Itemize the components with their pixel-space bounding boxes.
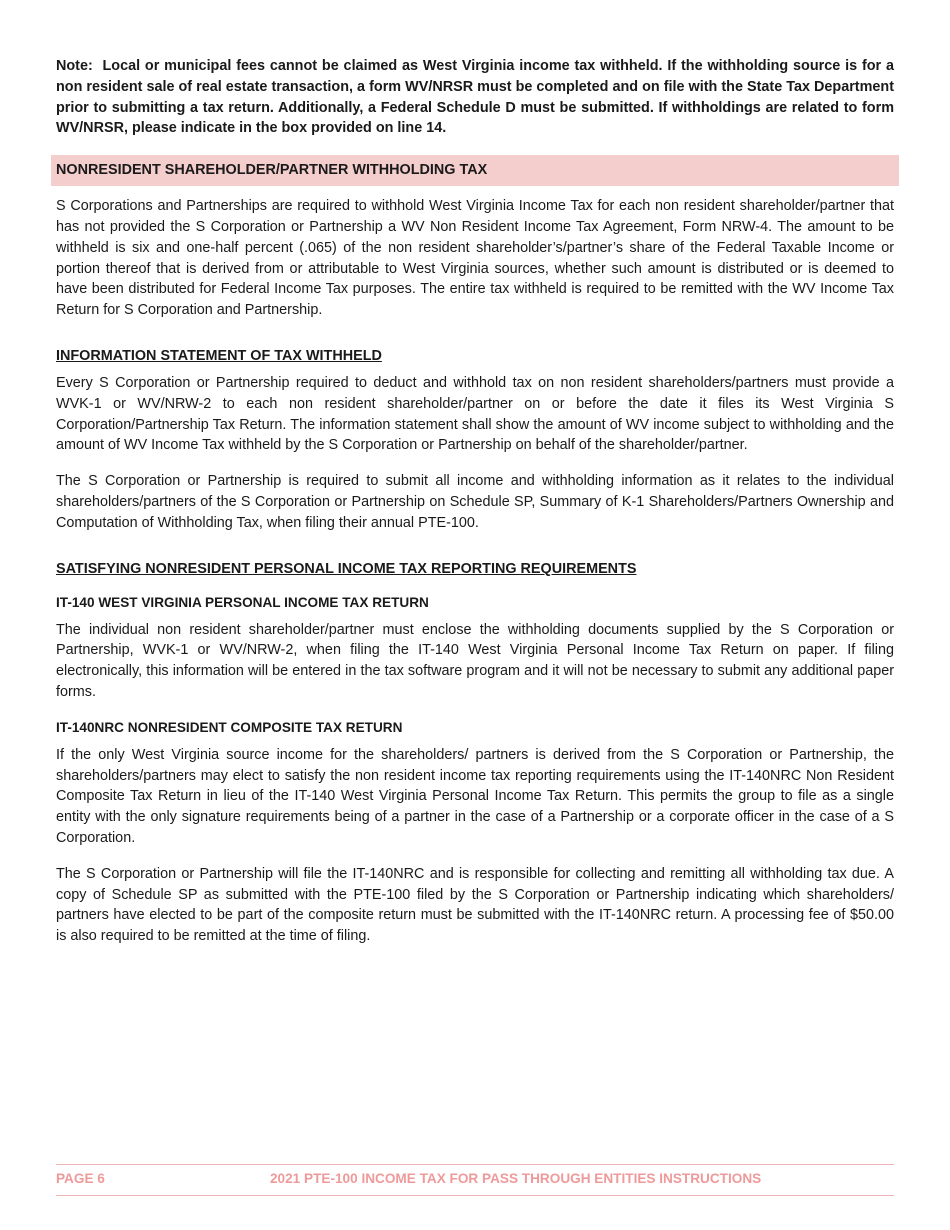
section-heading-satisfying-requirements: SATISFYING NONRESIDENT PERSONAL INCOME TAX REPORTING REQUIREMENTS xyxy=(56,560,637,577)
it-140nrc-paragraph-2: The S Corporation or Partnership will file the IT-140NRC and is responsible for collecting and remitting all withholding tax due. A copy of Schedule SP as submitted with the PTE-100 filed by the S Corporation or Partnership indicating which shareholders/ partners have elected to be part of the composite return must be submitted with the IT-140NRC return. A processing fee of $50.00 is also required to be remitted at the time of filing. xyxy=(56,865,894,945)
subheading-it-140: IT-140 WEST VIRGINIA PERSONAL INCOME TAX RETURN xyxy=(56,594,429,610)
subheading-it-140nrc: IT-140NRC NONRESIDENT COMPOSITE TAX RETURN xyxy=(56,719,403,735)
page-footer xyxy=(56,1164,894,1196)
document-page xyxy=(56,56,894,947)
it-140nrc-paragraph-1: If the only West Virginia source income for the shareholders/ partners is derived from the S Corporation or Partnership, the shareholders/partners may elect to satisfy the non resident income tax reporting requirements using the IT-140NRC Non Resident Composite Tax Return in lieu of the IT-140 West Virginia Personal Income Tax Return. This permits the group to file as a single entity with the only signature requirements being of a partner in the case of a Partnership or a corporate officer in the case of a S Corporation. xyxy=(56,746,894,846)
section-heading-information-statement: INFORMATION STATEMENT OF TAX WITHHELD xyxy=(56,347,382,364)
footer-document-title: 2021 PTE-100 INCOME TAX FOR PASS THROUGH ENTITIES INSTRUCTIONS xyxy=(270,1171,762,1186)
section-heading-nonresident-withholding: NONRESIDENT SHAREHOLDER/PARTNER WITHHOLDING TAX xyxy=(51,155,899,186)
note-paragraph: Note: Local or municipal fees cannot be claimed as West Virginia income tax withheld. If the withholding source is for a non resident sale of real estate transaction, a form WV/NRSR must be completed and on file with the State Tax Department prior to submitting a tax return. Additionally, a Federal Schedule D must be submitted. If withholdings are related to form WV/NRSR, please indicate in the box provided on line 14. xyxy=(56,58,894,137)
nonresident-withholding-paragraph: S Corporations and Partnerships are required to withhold West Virginia Income Tax for each non resident shareholder/partner that has not provided the S Corporation or Partnership a WV Non Resident Income Tax Agreement, Form NRW-4. The amount to be withheld is six and one-half percent (.065) of the non resident shareholder’s/partner’s share of the Federal Taxable Income or portion thereof that is derived from or attributable to West Virginia sources, whether such amount is distributed or is deemed to have been distributed for Federal Income Tax purposes. The entire tax withheld is required to be remitted with the WV Income Tax Return for S Corporation and Partnership. xyxy=(56,198,894,319)
footer-page-number: PAGE 6 xyxy=(56,1171,105,1186)
information-statement-paragraph-2: The S Corporation or Partnership is required to submit all income and withholding information as it relates to the individual shareholders/partners of the S Corporation or Partnership on Schedule SP, Summary of K-1 Shareholders/Partners Ownership and Computation of Withholding Tax, when filing their annual PTE-100. xyxy=(56,473,894,531)
information-statement-paragraph-1: Every S Corporation or Partnership required to deduct and withhold tax on non resident shareholders/partners must provide a WVK-1 or WV/NRW-2 to each non resident shareholder/partner on or before the date it files its West Virginia S Corporation/Partnership Tax Return. The information statement shall show the amount of WV income subject to withholding and the amount of WV Income Tax withheld by the S Corporation or Partnership on behalf of the shareholder/partner. xyxy=(56,374,894,454)
it-140-paragraph: The individual non resident shareholder/partner must enclose the withholding documents supplied by the S Corporation or Partnership, WVK-1 or WV/NRW-2, when filing the IT-140 West Virginia Personal Income Tax Return on paper. If filing electronically, this information will be entered in the tax software program and it will not be necessary to submit any additional paper forms. xyxy=(56,621,894,700)
